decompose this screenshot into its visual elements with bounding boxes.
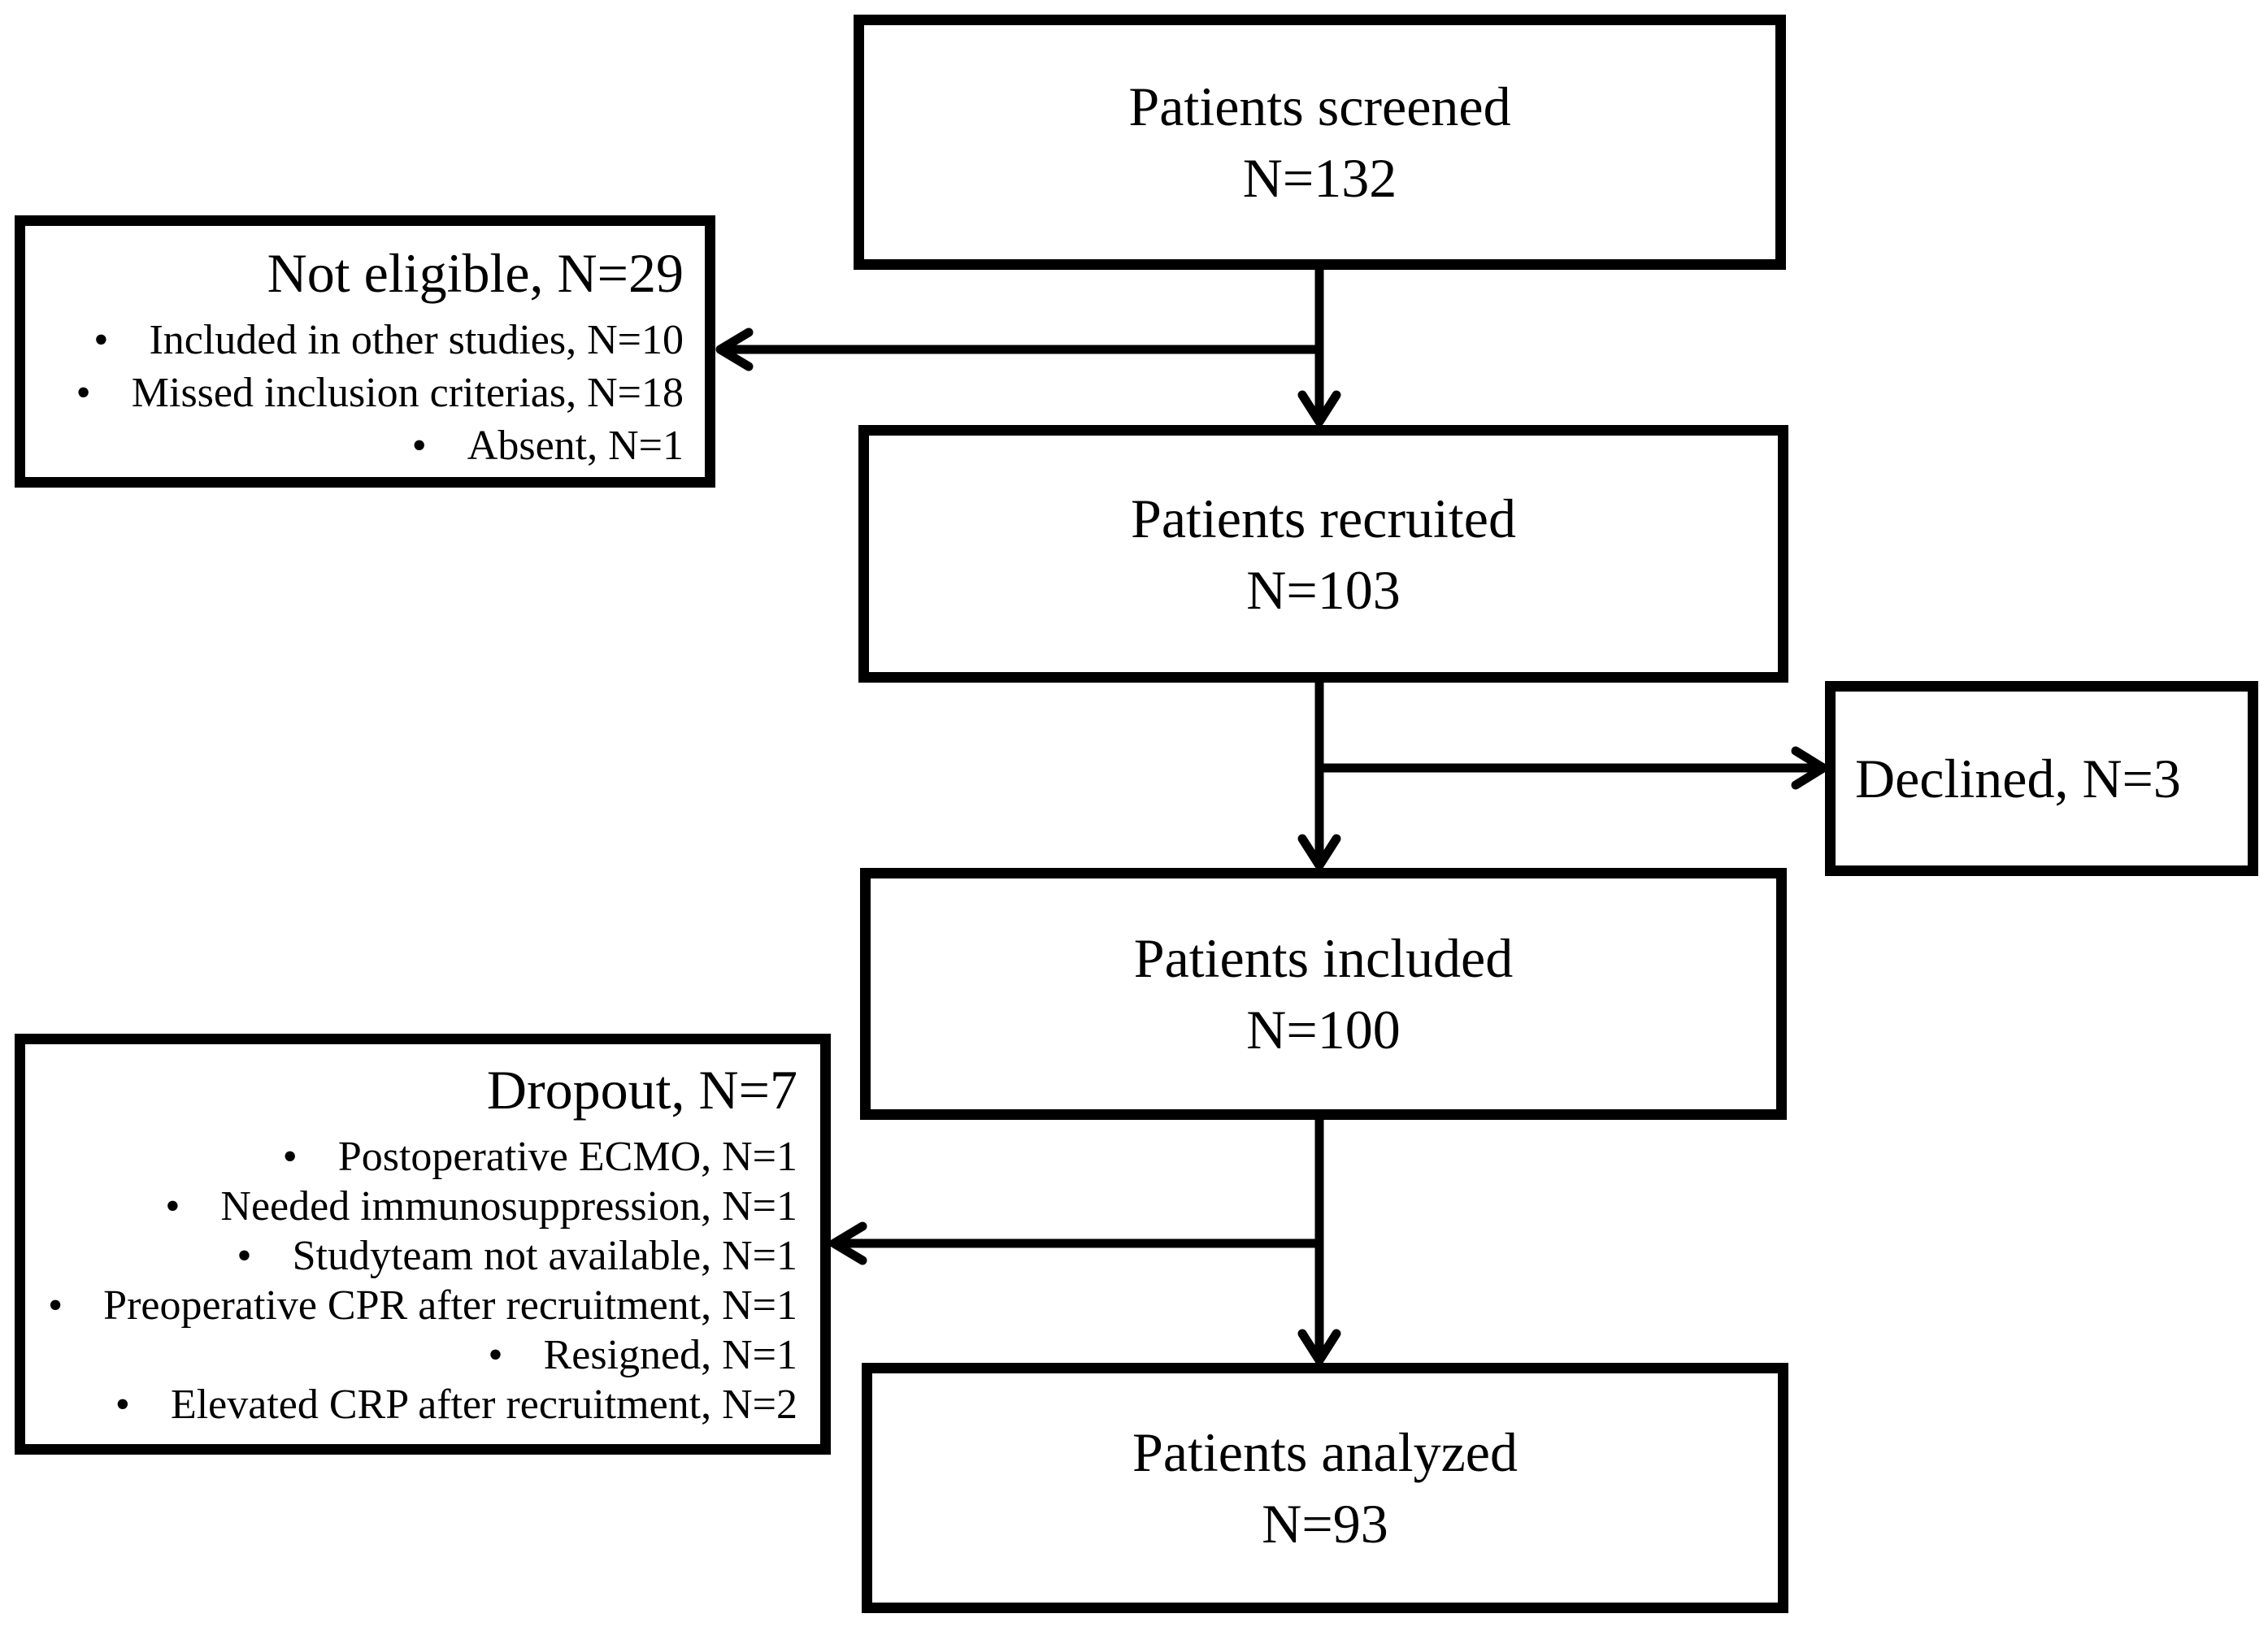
box-count: N=100 bbox=[1246, 999, 1401, 1061]
bullet-dot-icon: • bbox=[488, 1332, 503, 1378]
connector-screened-to-recruited bbox=[720, 268, 1336, 422]
box-patients-recruited bbox=[858, 425, 1788, 683]
bullet-text: Resigned, N=1 bbox=[543, 1332, 797, 1378]
bullet-text: Preoperative CPR after recruitment, N=1 bbox=[103, 1282, 797, 1329]
bullet-dot-icon: • bbox=[237, 1233, 252, 1279]
bullet-list bbox=[33, 1132, 797, 1429]
bullet-item bbox=[33, 1380, 797, 1429]
bullet-item bbox=[33, 1182, 797, 1231]
bullet-text: Studyteam not available, N=1 bbox=[292, 1233, 797, 1279]
connector-included-to-analyzed bbox=[834, 1118, 1336, 1360]
box-patients-included bbox=[860, 868, 1787, 1120]
bullet-text: Elevated CRP after recruitment, N=2 bbox=[170, 1382, 797, 1428]
bullet-dot-icon: • bbox=[411, 423, 427, 469]
box-count: N=93 bbox=[1262, 1493, 1388, 1555]
bullet-item bbox=[33, 1132, 797, 1182]
box-label: Patients included bbox=[1133, 927, 1514, 989]
bullet-text: Needed immunosuppression, N=1 bbox=[220, 1183, 797, 1230]
box-declined bbox=[1825, 681, 2258, 876]
box-title: Dropout, N=7 bbox=[486, 1059, 797, 1121]
bullet-text: Missed inclusion criterias, N=18 bbox=[131, 370, 684, 416]
box-title: Not eligible, N=29 bbox=[267, 242, 684, 304]
bullet-item bbox=[33, 1281, 797, 1330]
box-patients-analyzed bbox=[862, 1363, 1788, 1613]
bullet-item bbox=[37, 367, 684, 419]
bullet-text: Postoperative ECMO, N=1 bbox=[337, 1134, 797, 1180]
box-label: Patients analyzed bbox=[1132, 1421, 1518, 1483]
bullet-item bbox=[33, 1330, 797, 1380]
box-label: Declined, N=3 bbox=[1855, 747, 2181, 809]
bullet-item bbox=[37, 314, 684, 367]
bullet-text: Absent, N=1 bbox=[467, 423, 684, 469]
bullet-dot-icon: • bbox=[115, 1382, 130, 1428]
bullet-item bbox=[33, 1231, 797, 1281]
connector-recruited-to-included bbox=[1302, 681, 1823, 865]
bullet-dot-icon: • bbox=[47, 1282, 63, 1329]
box-label: Patients recruited bbox=[1131, 487, 1516, 549]
bullet-dot-icon: • bbox=[165, 1183, 180, 1230]
bullet-dot-icon: • bbox=[93, 317, 109, 363]
bullet-text: Included in other studies, N=10 bbox=[149, 317, 684, 363]
box-dropout bbox=[15, 1034, 831, 1455]
box-label: Patients screened bbox=[1128, 76, 1511, 137]
bullet-list bbox=[37, 314, 684, 472]
box-count: N=132 bbox=[1242, 147, 1397, 209]
box-not-eligible bbox=[15, 215, 715, 488]
bullet-item bbox=[37, 419, 684, 472]
bullet-dot-icon: • bbox=[282, 1134, 298, 1180]
box-patients-screened bbox=[854, 15, 1786, 270]
bullet-dot-icon: • bbox=[76, 370, 91, 416]
box-count: N=103 bbox=[1246, 558, 1401, 621]
